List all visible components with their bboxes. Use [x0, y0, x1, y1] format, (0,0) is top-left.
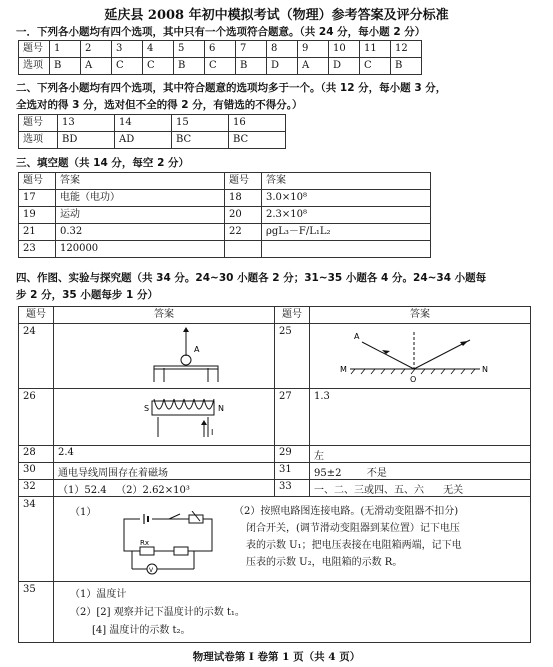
table-cell: 7 — [236, 41, 267, 58]
table-cell: BD — [58, 132, 115, 149]
section3-table — [18, 172, 431, 258]
question-number: 28 — [18, 445, 54, 463]
table-cell: 20 — [225, 207, 262, 224]
page-footer: 物理试卷第 I 卷第 1 页（共 4 页） — [192, 651, 361, 663]
answer-text: 通电导线周围存在着磁场 — [53, 462, 275, 480]
table-cell: 8 — [267, 41, 298, 58]
solenoid-figure — [54, 389, 274, 445]
table-cell: D — [329, 58, 360, 75]
table-cell: C — [205, 58, 236, 75]
section1-heading: 一．下列各小题均有四个选项，其中只有一个选项符合题意。（共 24 分，每小题 2 分） — [16, 26, 426, 38]
table-cell: B — [391, 58, 422, 75]
answer-figure-26 — [53, 388, 275, 446]
row-label: 题号 — [19, 41, 50, 58]
table-cell: 电能（电功） — [56, 190, 225, 207]
question-number: 24 — [18, 323, 54, 389]
figure-label: Rx — [140, 539, 150, 547]
table-cell — [225, 241, 262, 258]
table-cell: BC — [172, 132, 229, 149]
question-number: 25 — [274, 323, 310, 389]
reflection-figure — [310, 324, 530, 388]
section4-heading-line1: 四、作图、实验与探究题（共 34 分。24~30 小题各 2 分；31~35 小题各 4 分。24~34 小题每 — [16, 272, 487, 284]
table-header: 题号 — [225, 173, 262, 190]
question-number: 27 — [274, 388, 310, 446]
question-number: 32 — [18, 479, 54, 497]
answer-line: （1）温度计 — [70, 589, 127, 600]
section4-heading-line2: 步 2 分，35 小题每步 1 分） — [16, 289, 159, 301]
question-number: 26 — [18, 388, 54, 446]
figure-label: A — [354, 332, 360, 341]
answer-figure-24 — [53, 323, 275, 389]
table-cell: C — [112, 58, 143, 75]
table-cell: 22 — [225, 224, 262, 241]
question-number: 33 — [274, 479, 310, 497]
table-row — [19, 224, 431, 241]
answer-line: 压表的示数 U₂，电阻箱的示数 R。 — [246, 557, 403, 568]
table-row — [19, 115, 286, 132]
section2-heading-line2: 全选对的得 3 分，选对但不全的得 2 分，有错选的不得分。） — [16, 99, 303, 111]
table-row — [19, 132, 286, 149]
table-cell: 9 — [298, 41, 329, 58]
section2-heading-line1: 二、下列各小题均有四个选项，其中符合题意的选项均多于一个。（共 12 分，每小题 3 分， — [16, 82, 447, 94]
table-cell: B — [174, 58, 205, 75]
table-cell: 0.32 — [56, 224, 225, 241]
table-header: 答案 — [309, 306, 531, 324]
table-cell: 12 — [391, 41, 422, 58]
table-cell: AD — [115, 132, 172, 149]
table-row — [19, 173, 431, 190]
table-cell: 2.3×10⁸ — [262, 207, 431, 224]
table-cell: 2 — [81, 41, 112, 58]
answer-text: 2.4 — [53, 445, 275, 463]
table-cell: A — [298, 58, 329, 75]
table-cell: 14 — [115, 115, 172, 132]
table-header: 答案 — [56, 173, 225, 190]
figure-label: N — [482, 365, 488, 374]
table-cell: 23 — [19, 241, 56, 258]
figure-label: S — [144, 404, 150, 413]
figure-label: I — [211, 428, 214, 437]
table-cell: 19 — [19, 207, 56, 224]
table-cell: C — [143, 58, 174, 75]
answer-line: 闭合开关，(调节滑动变阻器到某位置）记下电压 — [246, 523, 460, 534]
table-header: 题号 — [18, 306, 54, 324]
circuit-figure — [114, 511, 224, 579]
table-cell: 17 — [19, 190, 56, 207]
table-cell: C — [360, 58, 391, 75]
table-cell: A — [81, 58, 112, 75]
question-number: 30 — [18, 462, 54, 480]
magnet-wire-figure — [54, 324, 274, 388]
question-number: 29 — [274, 445, 310, 463]
answer-figure-25 — [309, 323, 531, 389]
figure-label: A — [194, 345, 200, 354]
answer-text: （1）52.4 （2）2.62×10³ — [53, 479, 275, 497]
table-row — [19, 58, 422, 75]
answer-line: 表的示数 U₁；把电压表接在电阻箱两端，记下电 — [246, 540, 462, 551]
answer-35 — [53, 581, 531, 643]
table-cell: 4 — [143, 41, 174, 58]
table-cell: 18 — [225, 190, 262, 207]
table-cell: 11 — [360, 41, 391, 58]
table-cell: 13 — [58, 115, 115, 132]
table-cell: 6 — [205, 41, 236, 58]
answer-line: [4] 温度计的示数 t₂。 — [92, 625, 191, 636]
figure-label: V — [149, 567, 154, 574]
figure-label: M — [340, 365, 347, 374]
table-row — [19, 190, 431, 207]
answer-text: 1.3 — [309, 388, 531, 446]
table-cell: 3.0×10⁸ — [262, 190, 431, 207]
table-cell: 运动 — [56, 207, 225, 224]
section2-table — [18, 114, 286, 149]
table-cell: B — [236, 58, 267, 75]
table-row — [19, 241, 431, 258]
row-label: 题号 — [19, 115, 58, 132]
table-cell: 5 — [174, 41, 205, 58]
question-number: 35 — [18, 581, 54, 643]
answer-34-part2 — [234, 503, 462, 571]
section3-heading: 三、填空题（共 14 分，每空 2 分） — [16, 157, 190, 169]
table-header: 题号 — [19, 173, 56, 190]
table-cell: ρgL₃－F/L₁L₂ — [262, 224, 431, 241]
table-cell — [262, 241, 431, 258]
table-cell: D — [267, 58, 298, 75]
row-label: 选项 — [19, 132, 58, 149]
answer-line: （2）[2] 观察并记下温度计的示数 t₁。 — [70, 607, 245, 618]
section1-table — [18, 40, 422, 75]
figure-label: O — [410, 375, 417, 384]
table-header: 答案 — [53, 306, 275, 324]
table-cell: BC — [229, 132, 286, 149]
table-header: 题号 — [274, 306, 310, 324]
question-number: 31 — [274, 462, 310, 480]
figure-label: N — [218, 404, 224, 413]
page-title: 延庆县 2008 年初中模拟考试（物理）参考答案及评分标准 — [104, 8, 449, 23]
answer-34 — [53, 496, 531, 582]
table-cell: B — [50, 58, 81, 75]
table-cell: 21 — [19, 224, 56, 241]
answer-line: （2）按照电路图连接电路。(无滑动变阻器不扣分) — [234, 506, 459, 517]
question-number: 34 — [18, 496, 54, 582]
table-cell: 3 — [112, 41, 143, 58]
table-cell: 15 — [172, 115, 229, 132]
answer-text: 95±2 不是 — [309, 462, 531, 480]
row-label: 选项 — [19, 58, 50, 75]
answer-text: 左 — [309, 445, 531, 463]
table-row — [19, 41, 422, 58]
answer-text: （1） — [70, 507, 97, 518]
table-cell: 10 — [329, 41, 360, 58]
table-row — [19, 207, 431, 224]
table-cell: 120000 — [56, 241, 225, 258]
table-header: 答案 — [262, 173, 431, 190]
table-cell: 16 — [229, 115, 286, 132]
answer-text: 一、二、三或四、五、六 无关 — [309, 479, 531, 497]
table-cell: 1 — [50, 41, 81, 58]
